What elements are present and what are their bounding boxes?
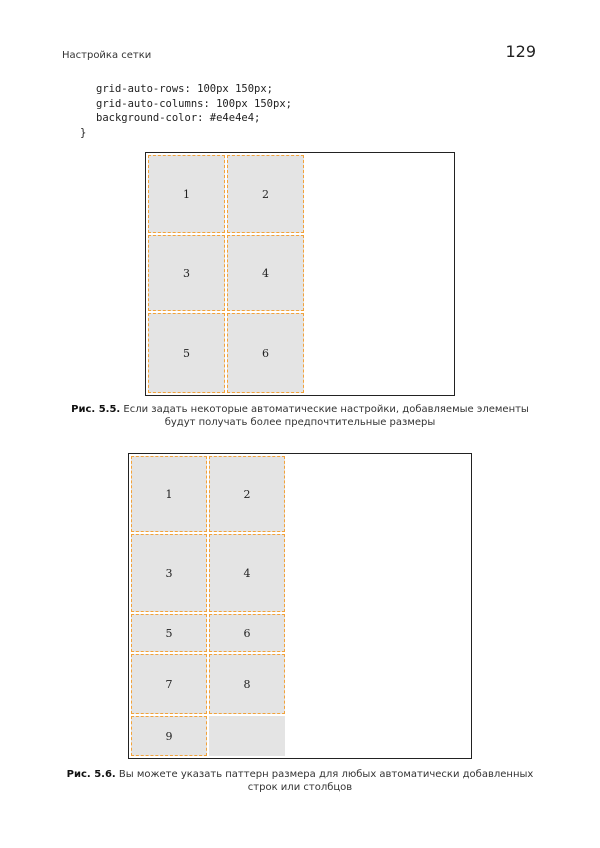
- grid-cell-3: 3: [131, 534, 207, 612]
- caption-label: Рис. 5.5.: [71, 404, 121, 415]
- grid-cell-1: 1: [148, 155, 225, 233]
- grid-cell-6: 6: [227, 313, 304, 393]
- grid-cell-2: 2: [227, 155, 304, 233]
- figure-5-5-caption: [40, 403, 560, 429]
- page-number: 129: [505, 42, 536, 61]
- code-line: }: [80, 126, 87, 139]
- grid-cell-8: 8: [209, 654, 285, 714]
- caption-text: Если задать некоторые автоматические настройки, добавляемые элементы: [123, 404, 529, 415]
- grid-cell-5: 5: [131, 614, 207, 652]
- grid-cell-3: 3: [148, 235, 225, 311]
- running-title: Настройка сетки: [62, 50, 152, 61]
- figure-5-6-grid: [128, 453, 472, 759]
- grid-cell-5: 5: [148, 313, 225, 393]
- caption-text: будут получать более предпочтительные размеры: [164, 417, 436, 428]
- figure-5-6-caption: [40, 768, 560, 794]
- grid-cell-4: 4: [209, 534, 285, 612]
- code-line: background-color: #e4e4e4;: [96, 112, 261, 124]
- caption-label: Рис. 5.6.: [66, 769, 116, 780]
- figure-5-5-grid: [145, 152, 455, 396]
- code-line: grid-auto-columns: 100px 150px;: [96, 97, 292, 110]
- caption-text: Вы можете указать паттерн размера для любых автоматически добавленных: [118, 769, 534, 780]
- grid-cell-9: 9: [131, 716, 207, 756]
- grid-cell-7: 7: [131, 654, 207, 714]
- code-line: grid-auto-rows: 100px 150px;: [96, 83, 274, 95]
- css-code-block: [80, 82, 292, 140]
- grid-cell-empty: [209, 716, 285, 756]
- grid-cell-2: 2: [209, 456, 285, 532]
- grid-cell-4: 4: [227, 235, 304, 311]
- caption-text: строк или столбцов: [247, 782, 353, 793]
- grid-cell-6: 6: [209, 614, 285, 652]
- grid-cell-1: 1: [131, 456, 207, 532]
